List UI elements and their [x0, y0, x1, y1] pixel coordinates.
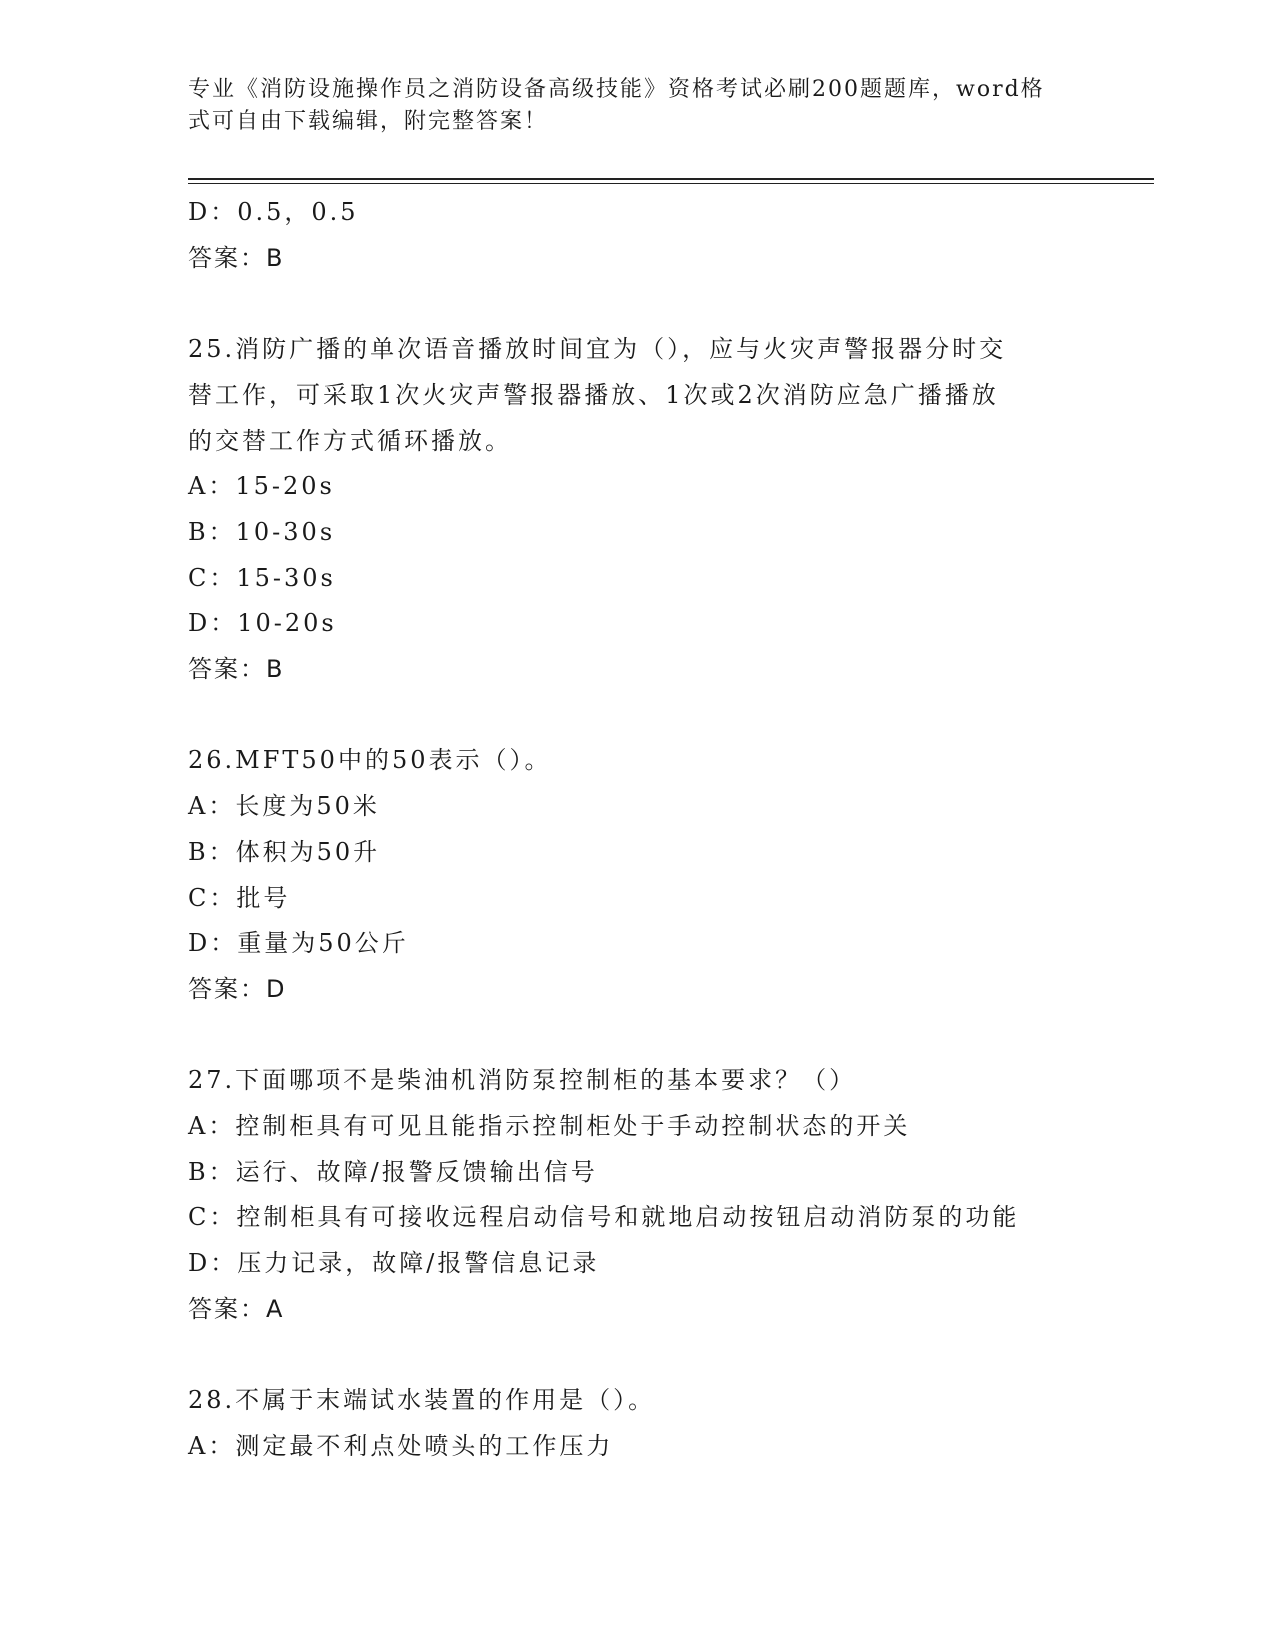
header-line-2: 式可自由下载编辑，附完整答案！: [188, 109, 549, 134]
spacer: [188, 281, 1128, 327]
option-d: D：0.5，0.5: [188, 198, 359, 226]
question-block-28: [188, 1378, 1128, 1469]
answer-line: 答案：D: [188, 974, 287, 1003]
option-c: C：批号: [188, 883, 291, 912]
document-header: [188, 74, 1088, 138]
question-block-25: [188, 327, 1128, 693]
question-text-line: 26.MFT50中的50表示（）。: [188, 746, 552, 775]
answer-line: 答案：B: [188, 243, 285, 272]
option-a: A：控制柜具有可见且能指示控制柜处于手动控制状态的开关: [188, 1112, 911, 1141]
option-c: C：15-30s: [188, 563, 336, 592]
option-b: B：运行、故障/报警反馈输出信号: [188, 1157, 598, 1186]
option-d: D：重量为50公斤: [188, 929, 409, 958]
option-c: C：控制柜具有可接收远程启动信号和就地启动按钮启动消防泵的功能: [188, 1203, 1020, 1232]
question-text-line: 28.不属于末端试水装置的作用是（）。: [188, 1386, 656, 1415]
option-b: B：体积为50升: [188, 837, 381, 866]
header-divider-thin: [188, 183, 1154, 184]
answer-line: 答案：B: [188, 655, 285, 684]
header-line-1: 专业《消防设施操作员之消防设备高级技能》资格考试必刷200题题库，word格: [188, 77, 1045, 102]
option-b: B：10-30s: [188, 517, 336, 546]
option-a: A：长度为50米: [188, 792, 380, 821]
question-block-26: [188, 738, 1128, 1012]
spacer: [188, 693, 1128, 739]
spacer: [188, 1333, 1128, 1379]
spacer: [188, 1013, 1128, 1059]
question-text-line: 25.消防广播的单次语音播放时间宜为（），应与火灾声警报器分时交: [188, 335, 1007, 364]
question-text-line: 替工作，可采取1次火灾声警报器播放、1次或2次消防应急广播播放: [188, 380, 999, 409]
option-a: A：15-20s: [188, 472, 335, 501]
option-a: A：测定最不利点处喷头的工作压力: [188, 1431, 614, 1460]
option-d: D：压力记录，故障/报警信息记录: [188, 1249, 600, 1278]
question-block-27: [188, 1058, 1128, 1332]
option-d: D：10-20s: [188, 609, 337, 638]
question-text-line: 27.下面哪项不是柴油机消防泵控制柜的基本要求？（）: [188, 1066, 857, 1095]
answer-line: 答案：A: [188, 1294, 285, 1323]
question-block-prev: [188, 190, 1128, 281]
header-divider-thick: [188, 178, 1154, 180]
question-list: [188, 190, 1128, 1470]
question-text-line: 的交替工作方式循环播放。: [188, 426, 512, 455]
